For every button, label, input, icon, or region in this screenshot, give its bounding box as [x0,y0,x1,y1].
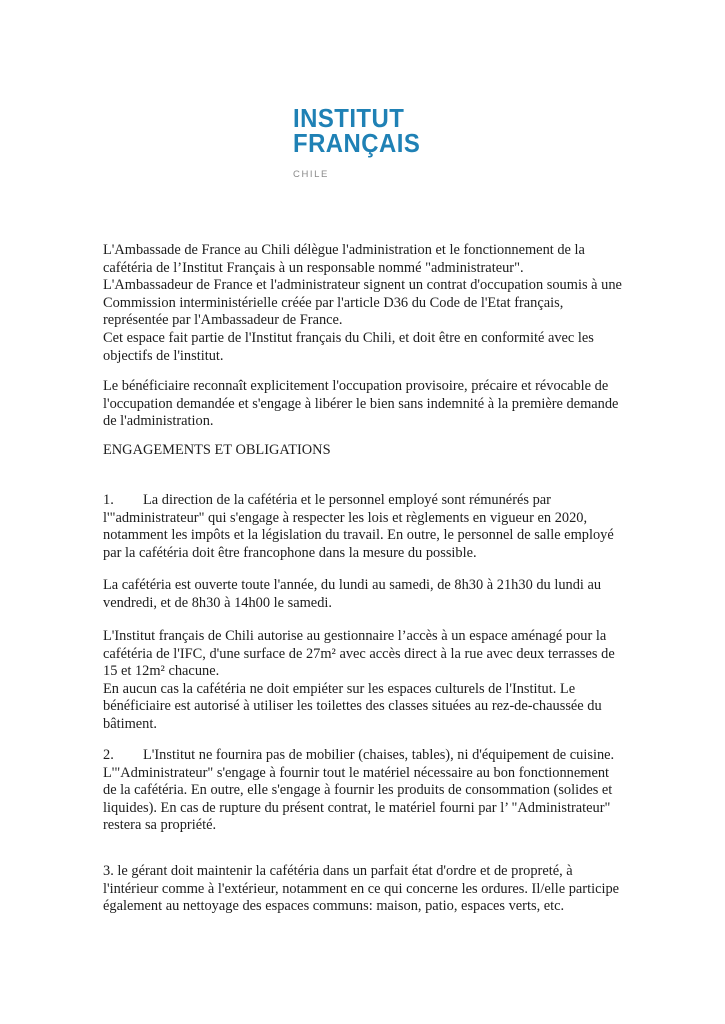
item-3-text: 3. le gérant doit maintenir la cafétéria dans un parfait état d'ordre et de propreté, à l'intérieur comme à l'extérieur, notamment en ce qui concerne les ordures. Il/elle participe également au nettoyage des espaces communs: maison, patio, espaces verts, etc. [103,863,620,915]
logo-line-institut: INSTITUT [293,103,405,133]
section-heading [103,442,625,460]
item-2-first-line [103,747,625,765]
item-1-text: La direction de la cafétéria et le personnel employé sont rémunérés par l'"administrateur" qui s'engage à respecter les lois et règlements en vigueur en 2020, notamment les impôts et la législation du travail. En outre, le personnel de salle employé par la cafétéria doit être francophone dans la mesure du possible. [103,492,614,561]
intro-sentence-3: Cet espace fait partie de l'Institut français du Chili, et doit être en conformité avec les objectifs de l'institut. [103,329,594,364]
obligation-item-3 [103,863,625,916]
opening-hours-text: La cafétéria est ouverte toute l'année, du lundi au samedi, de 8h30 à 21h30 du lundi au vendredi, et de 8h30 à 14h00 le samedi. [103,577,602,611]
beneficiary-text: Le bénéficiaire reconnaît explicitement l'occupation provisoire, précaire et révocable de l'occupation demandée et s'engage à libérer le bien sans indemnité à la première demande de l'administration. [103,378,619,430]
opening-hours-paragraph [103,577,625,612]
logo-wordmark [293,103,421,158]
item-2-number: 2. [103,747,114,763]
space-sentence-2: En aucun cas la cafétéria ne doit empiéter sur les espaces culturels de l'Institut. Le bénéficiaire est autorisé à utiliser les toilettes des classes situées au rez-de-chaussée du bâtiment. [103,680,602,732]
intro-sentence-1: L'Ambassade de France au Chili délègue l'administration et le fonctionnement de la cafétéria de l’Institut Français à un responsable nommé "administrateur". [103,242,585,276]
obligation-item-1 [103,492,625,562]
institut-francais-logo [293,103,431,180]
item-1-number: 1. [103,492,114,508]
beneficiary-paragraph [103,378,625,431]
item-2-second-line: L'"Administrateur" s'engage à fournir tout le matériel nécessaire au bon fonctionnement de la cafétéria. En outre, elle s'engage à fournir les produits de consommation (solides et liquides). En cas de rupture du présent contrat, le matériel fourni par l’ "Administrateur" restera sa propriété. [103,764,613,834]
space-paragraph [103,628,625,734]
space-sentence-1: L'Institut français de Chili autorise au gestionnaire l’accès à un espace aménagé pour la cafétéria de l'IFC, d'une surface de 27m² avec accès direct à la rue avec deux terrasses de 15 et 12m² chacune. [103,628,615,680]
logo-country-label: CHILE [293,169,329,180]
item-2-text: L'Institut ne fournira pas de mobilier (chaises, tables), ni d'équipement de cuisine. [143,747,615,763]
intro-paragraph [103,242,625,365]
logo-line-francais: FRANÇAIS [293,128,421,158]
section-heading-text: ENGAGEMENTS ET OBLIGATIONS [103,442,331,458]
intro-sentence-2: L'Ambassadeur de France et l'administrateur signent un contrat d'occupation soumis à une Commission interministérielle créée par l'article D36 du Code de l'Etat français, représentée par l'Ambassadeur de France. [103,277,622,329]
obligation-item-2 [103,747,625,835]
